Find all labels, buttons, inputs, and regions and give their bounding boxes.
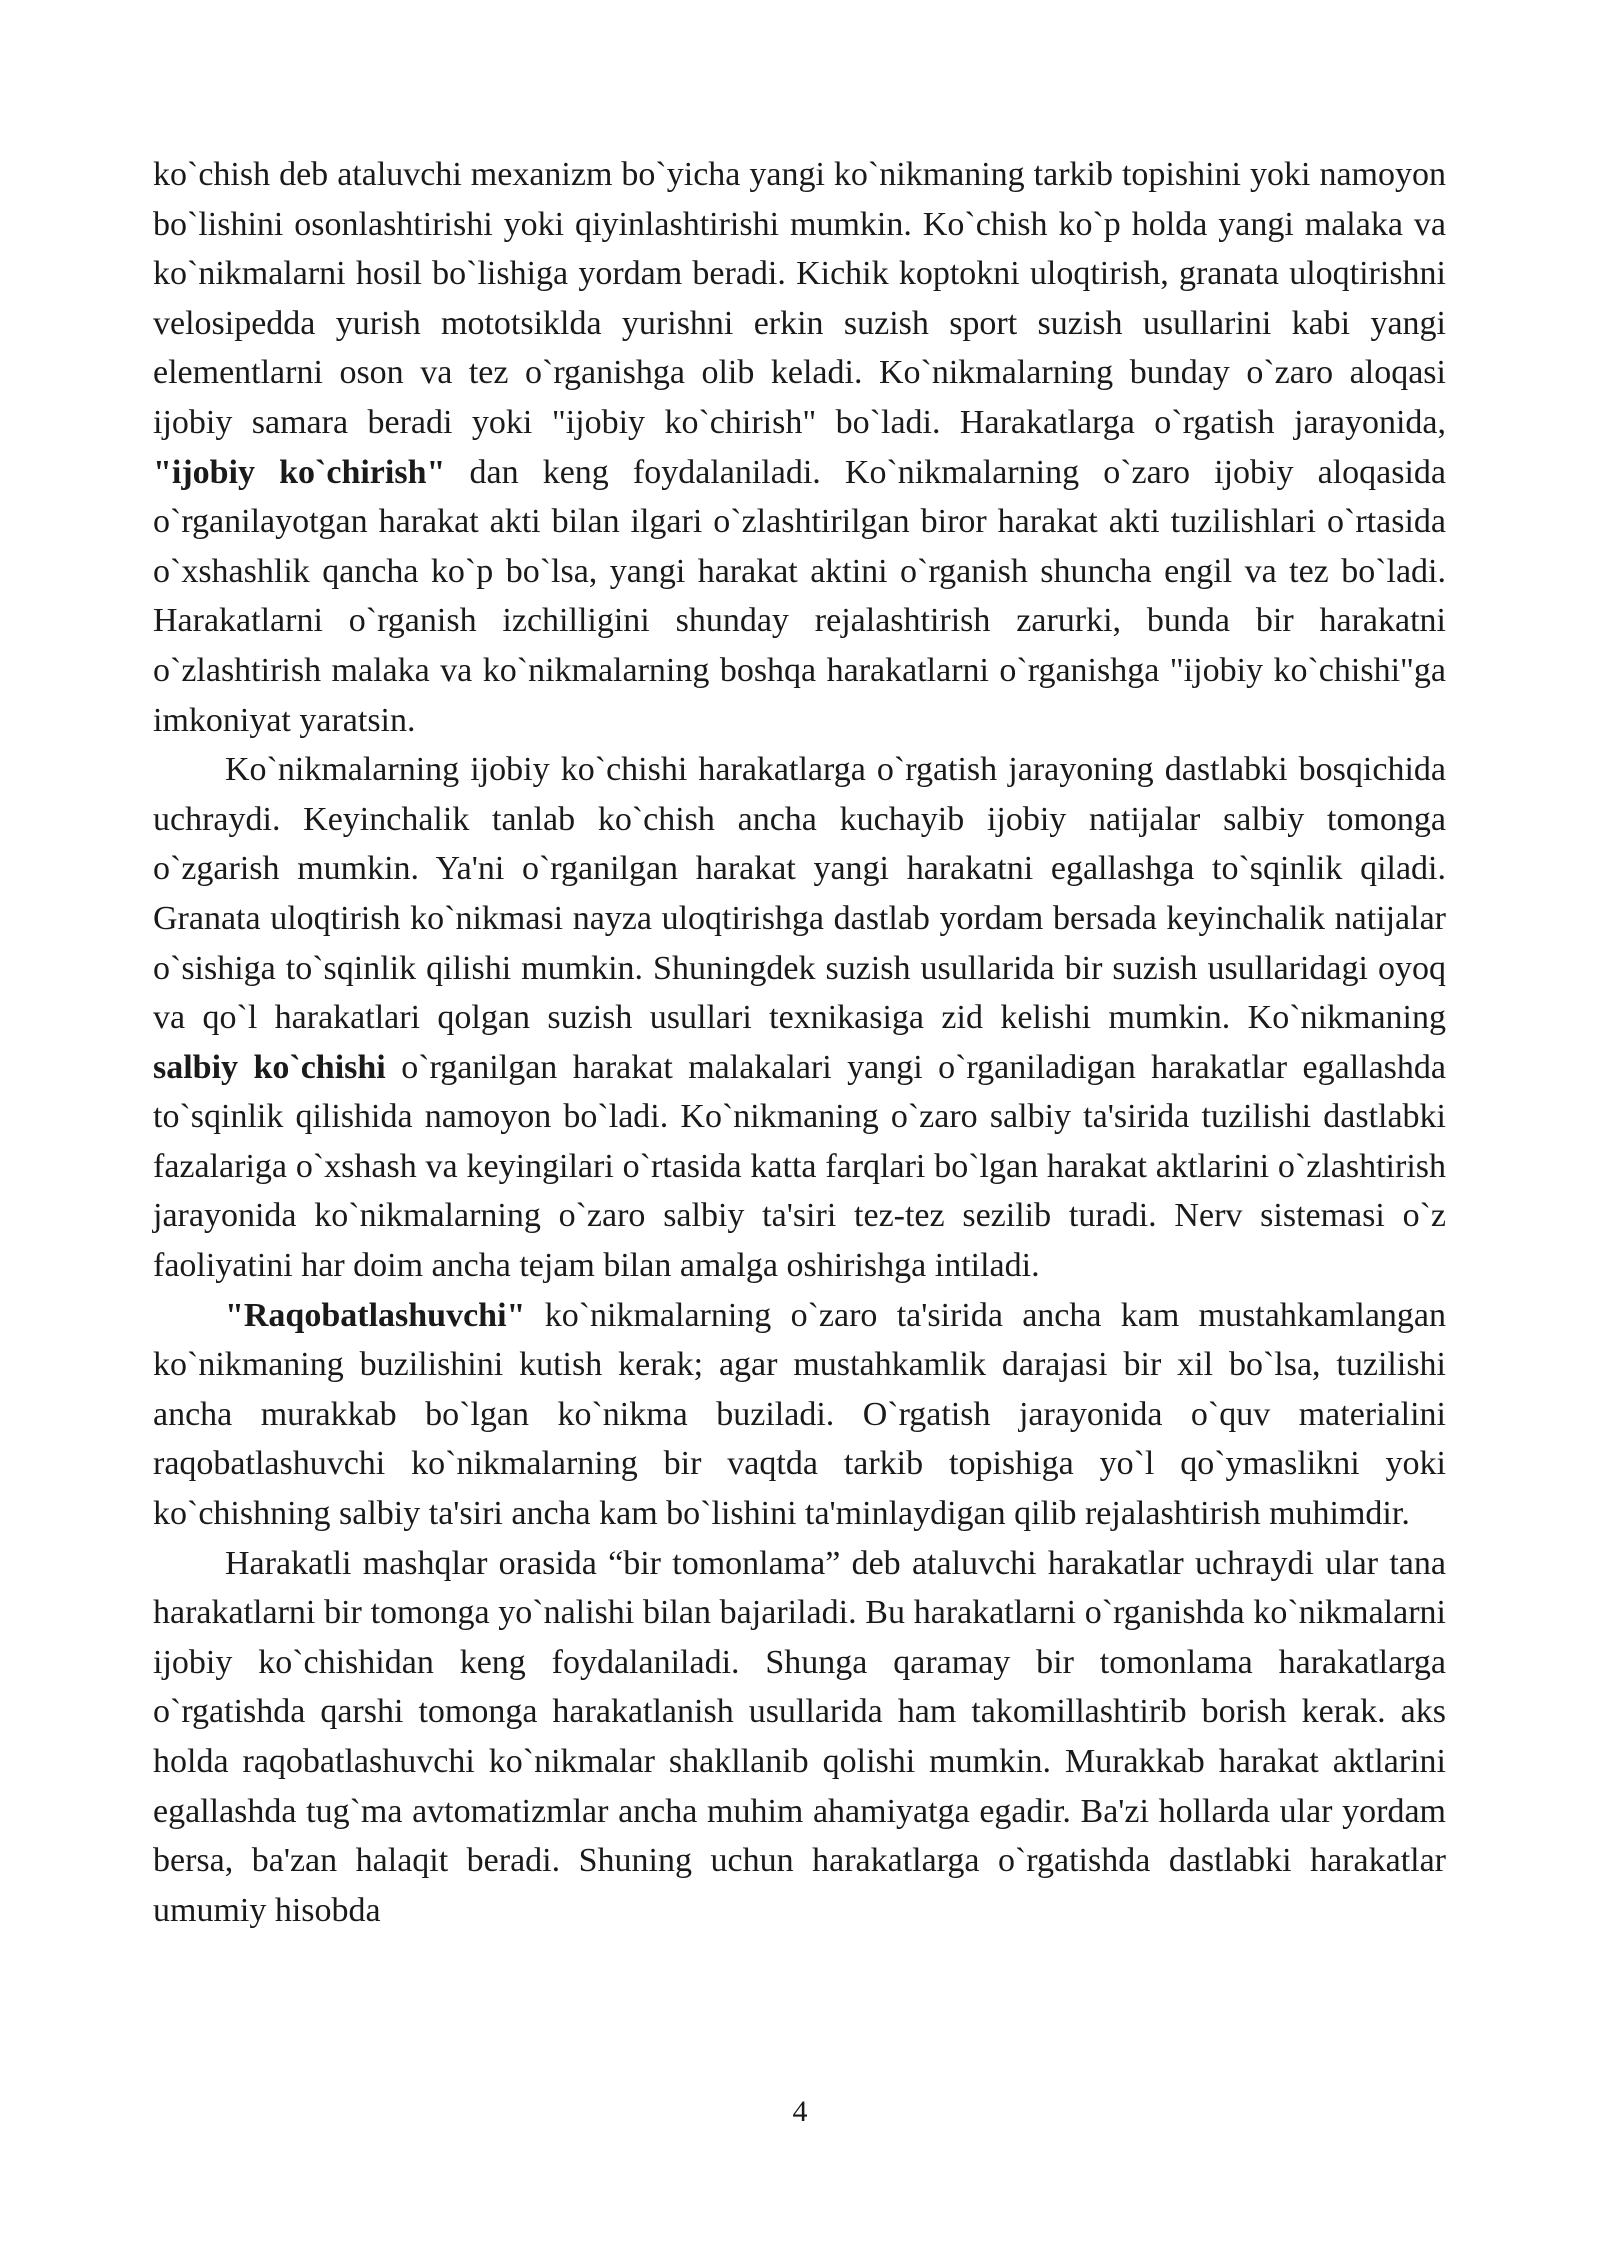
paragraph-2-text-b: o`rganilgan harakat malakalari yangi o`rganiladigan harakatlar egallashda to`sqinlik qilishida namoyon bo`ladi. Ko`nikmaning o`zaro salbiy ta'sirida tuzilishi dastlabki fazalariga o`xshash va keyingilari o`rtasida katta farqlari bo`lgan harakat aktlarini o`zlashtirish jarayonida ko`nikmalarning o`zaro salbiy ta'siri tez-tez sezilib turadi. Nerv sistemasi o`z faoliyatini har doim ancha tejam bilan amalga oshirishga intiladi. [153,1048,1446,1285]
paragraph-1-text-a: ko`chish deb ataluvchi mexanizm bo`yicha yangi ko`nikmaning tarkib topishini yoki namoyon bo`lishini osonlashtirishi yoki qiyinlashtirishi mumkin. Ko`chish ko`p holda yangi malaka va ko`nikmalarni hosil bo`lishiga yordam beradi. Kichik koptokni uloqtirish, granata uloqtirishni velosipedda yurish mototsiklda yurishni erkin suzish sport suzish usullarini kabi yangi elementlarni oson va tez o`rganishga olib keladi. Ko`nikmalarning bunday o`zaro aloqasi ijobiy samara beradi yoki "ijobiy ko`chirish" bo`ladi. Harakatlarga o`rgatish jarayonida, [153,156,1446,441]
paragraph-2 [153,745,1446,1291]
document-body [153,150,1446,1935]
paragraph-1-text-b: dan keng foydalaniladi. Ko`nikmalarning o`zaro ijobiy aloqasida o`rganilayotgan harakat akti bilan ilgari o`zlashtirilgan biror harakat akti tuzilishlari o`rtasida o`xshashlik qancha ko`p bo`lsa, yangi harakat aktini o`rganish shuncha engil va tez bo`ladi. Harakatlarni o`rganish izchilligini shunday rejalashtirish zarurki, bunda bir harakatni o`zlashtirish malaka va ko`nikmalarning boshqa harakatlarni o`rganishga "ijobiy ko`chishi"ga imkoniyat yaratsin. [153,453,1446,739]
page-number: 4 [792,2095,808,2128]
paragraph-4-text: Harakatli mashqlar orasida “bir tomonlama” deb ataluvchi harakatlar uchraydi ular tana harakatlarni bir tomonga yo`nalishi bilan bajariladi. Bu harakatlarni o`rganishda ko`nikmalarni ijobiy ko`chishidan keng foydalaniladi. Shunga qaramay bir tomonlama harakatlarga o`rgatishda qarshi tomonga harakatlanish usullarida ham takomillashtirib borish kerak. aks holda raqobatlashuvchi ko`nikmalar shakllanib qolishi mumkin. Murakkab harakat aktlarini egallashda tug`ma avtomatizmlar ancha muhim ahamiyatga egadir. Ba'zi hollarda ular yordam bersa, ba'zan halaqit beradi. Shuning uchun harakatlarga o`rgatishda dastlabki harakatlar umumiy hisobda [153,1544,1446,1929]
paragraph-2-text-a: Ko`nikmalarning ijobiy ko`chishi harakatlarga o`rgatish jarayoning dastlabki bosqichida uchraydi. Keyinchalik tanlab ko`chish ancha kuchayib ijobiy natijalar salbiy tomonga o`zgarish mumkin. Ya'ni o`rganilgan harakat yangi harakatni egallashga to`sqinlik qiladi. Granata uloqtirish ko`nikmasi nayza uloqtirishga dastlab yordam bersada keyinchalik natijalar o`sishiga to`sqinlik qilishi mumkin. Shuningdek suzish usullarida bir suzish usullaridagi oyoq va qo`l harakatlari qolgan suzish usullari texnikasiga zid kelishi mumkin. Ko`nikmaning [153,751,1446,1037]
paragraph-1 [153,150,1446,745]
term-raqobatlashuvchi: "Raqobatlashuvchi" [225,1296,526,1334]
paragraph-3-text: ko`nikmalarning o`zaro ta'sirida ancha kam mustahkamlangan ko`nikmaning buzilishini kutish kerak; agar mustahkamlik darajasi bir xil bo`lsa, tuzilishi ancha murakkab bo`lgan ko`nikma buziladi. O`rgatish jarayonida o`quv materialini raqobatlashuvchi ko`nikmalarning bir vaqtda tarkib topishiga yo`l qo`ymaslikni yoki ko`chishning salbiy ta'siri ancha kam bo`lishini ta'minlaydigan qilib rejalashtirish muhimdir. [153,1296,1446,1533]
term-ijobiy-kochirish: "ijobiy ko`chirish" [153,453,446,491]
term-salbiy-kochishi: salbiy ko`chishi [153,1048,386,1086]
paragraph-3 [153,1291,1446,1539]
paragraph-4 [153,1539,1446,1936]
